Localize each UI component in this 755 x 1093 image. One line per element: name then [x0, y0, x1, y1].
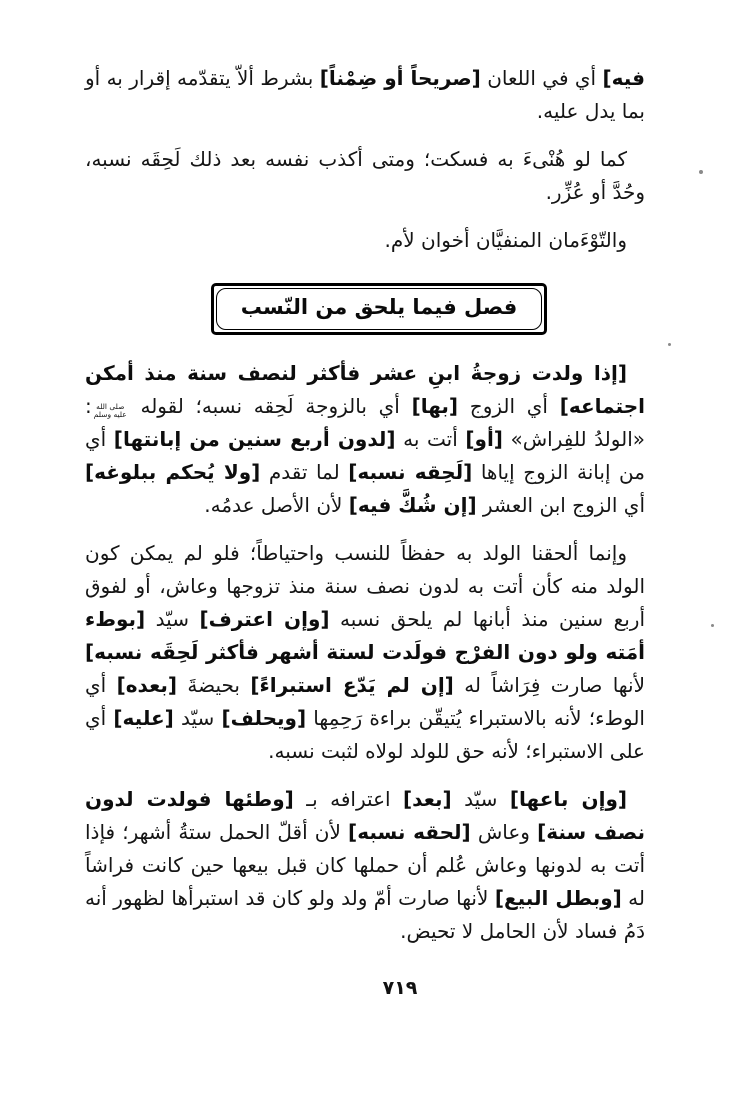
- sharh-text: أي بالزوجة لَحِقه نسبه؛ لقوله: [128, 394, 412, 419]
- matn-bold-text: [لَحِقه نسبه]: [348, 460, 473, 485]
- matn-bold-text: [إذا ولدت زوجةُ ابنِ عشر فأكثر لنصف سنة منذ أمكن اجتماعه]: [85, 361, 645, 419]
- sharh-text: كما لو هُنْىءَ به فسكت؛ ومتى أكذب نفسه بعد ذلك لَحِقَه نسبه، وحُدَّ أو عُزِّر.: [85, 147, 645, 204]
- matn-bold-text: [وإن اعترف]: [199, 607, 330, 632]
- sharh-text: سيّد: [451, 787, 510, 812]
- matn-bold-text: [أو]: [465, 427, 503, 452]
- paragraph: [85, 143, 645, 209]
- sharh-text: أي الزوج: [458, 394, 560, 419]
- sharh-text: أي الوطء؛ لأنه بالاستبراء يُتيقّن براءة رَحِمِها: [85, 673, 645, 731]
- sharh-text: لأنها صارت أمّ ولد ولو كان قد استبرأها لظهور أنه دَمُ فساد لأن الحامل لا تحيض.: [85, 886, 645, 944]
- sharh-text: سيّد: [145, 607, 200, 632]
- paragraph: [85, 783, 645, 948]
- matn-bold-text: فيه]: [602, 66, 645, 90]
- matn-bold-text: [وإن باعها]: [509, 787, 628, 812]
- matn-bold-text: [عليه]: [113, 706, 174, 731]
- page-number: ٧١٩: [382, 977, 418, 1000]
- sharh-text: اعترافه بـ: [293, 787, 404, 812]
- matn-bold-text: [بوطء أمَته ولو دون الفرْج فولَدت لستة أشهر فأكثر لَحِقَه نسبه]: [85, 607, 645, 665]
- paragraph: [85, 537, 645, 768]
- matn-bold-text: [لدون أربع سنين من إبانتها]: [113, 427, 396, 452]
- sharh-text: والتّوْءَمان المنفيَّان أخوان لأم.: [384, 228, 627, 252]
- body-text-bottom: [85, 357, 645, 948]
- paragraph: [85, 224, 645, 257]
- paragraph: [85, 357, 645, 522]
- sharh-text: بشرط ألاّ يتقدّمه إقرار به أو بما يدل عليه.: [85, 66, 645, 123]
- matn-bold-text: [وطئها فولدت لدون نصف سنة]: [85, 787, 645, 845]
- sharh-text: لأن أقلّ الحمل ستةُ أشهر؛ فإذا أتت به لدونها وعاش عُلم أن حملها كان قبل بيعها حين كانت فراشاً له: [85, 820, 645, 911]
- pbuh-honorific-icon: صلى الله عليه وسلم: [93, 402, 127, 420]
- sharh-text: أي في اللعان: [480, 66, 603, 90]
- paragraph: [85, 62, 645, 128]
- sharh-text: بحيضةَ: [177, 673, 251, 698]
- matn-bold-text: [لحقه نسبه]: [348, 820, 471, 845]
- sharh-text: : «الولدُ للفِراش»: [85, 394, 645, 452]
- body-text-top: [85, 62, 645, 257]
- text-block: [85, 0, 645, 1005]
- sharh-text: أي من إبانة الزوج إياها: [85, 427, 645, 485]
- scan-speck: [711, 624, 714, 627]
- matn-bold-text: [ويحلف]: [221, 706, 307, 731]
- matn-bold-text: [بها]: [411, 394, 459, 419]
- matn-bold-text: [بعده]: [116, 673, 178, 698]
- sharh-text: لأن الأصل عدمُه.: [204, 493, 349, 518]
- sharh-text: لما تقدم: [260, 460, 349, 485]
- sharh-text: سيّد: [173, 706, 222, 731]
- sharh-text: أتت به: [395, 427, 466, 452]
- sharh-text: لأنها صارت فِرَاشاً له: [453, 673, 645, 698]
- sharh-text: وإنما ألحقنا الولد به حفظاً للنسب واحتياطاً؛ فلو لم يمكن كون الولد منه كأن أتت به لدون نصف سنة منذ تزوجها وعاش، أو لفوق أربع سنين منذ أبانها لم يلحق نسبه: [85, 541, 645, 632]
- section-title-inner-frame: [216, 288, 542, 330]
- scan-speck: [668, 343, 671, 346]
- matn-bold-text: [وبطل البيع]: [494, 886, 622, 911]
- section-title-box: [211, 283, 547, 335]
- sharh-text: أي على الاستبراء؛ لأنه حق للولد لولاه لثبت نسبه.: [85, 706, 645, 764]
- matn-bold-text: [بعد]: [403, 787, 452, 812]
- matn-bold-text: [إن شُكَّ فيه]: [348, 493, 477, 518]
- matn-bold-text: [صريحاً أو ضِمْناً]: [319, 66, 481, 90]
- matn-bold-text: [ولا يُحكم ببلوغه]: [85, 460, 261, 485]
- scan-speck: [699, 170, 703, 174]
- sharh-text: وعاش: [470, 820, 538, 845]
- sharh-text: أي الزوج ابن العشر: [476, 493, 645, 518]
- section-title: فصل فيما يلحق من النّسب: [240, 295, 518, 319]
- matn-bold-text: [إن لم يَدّع استبراءً]: [250, 673, 454, 698]
